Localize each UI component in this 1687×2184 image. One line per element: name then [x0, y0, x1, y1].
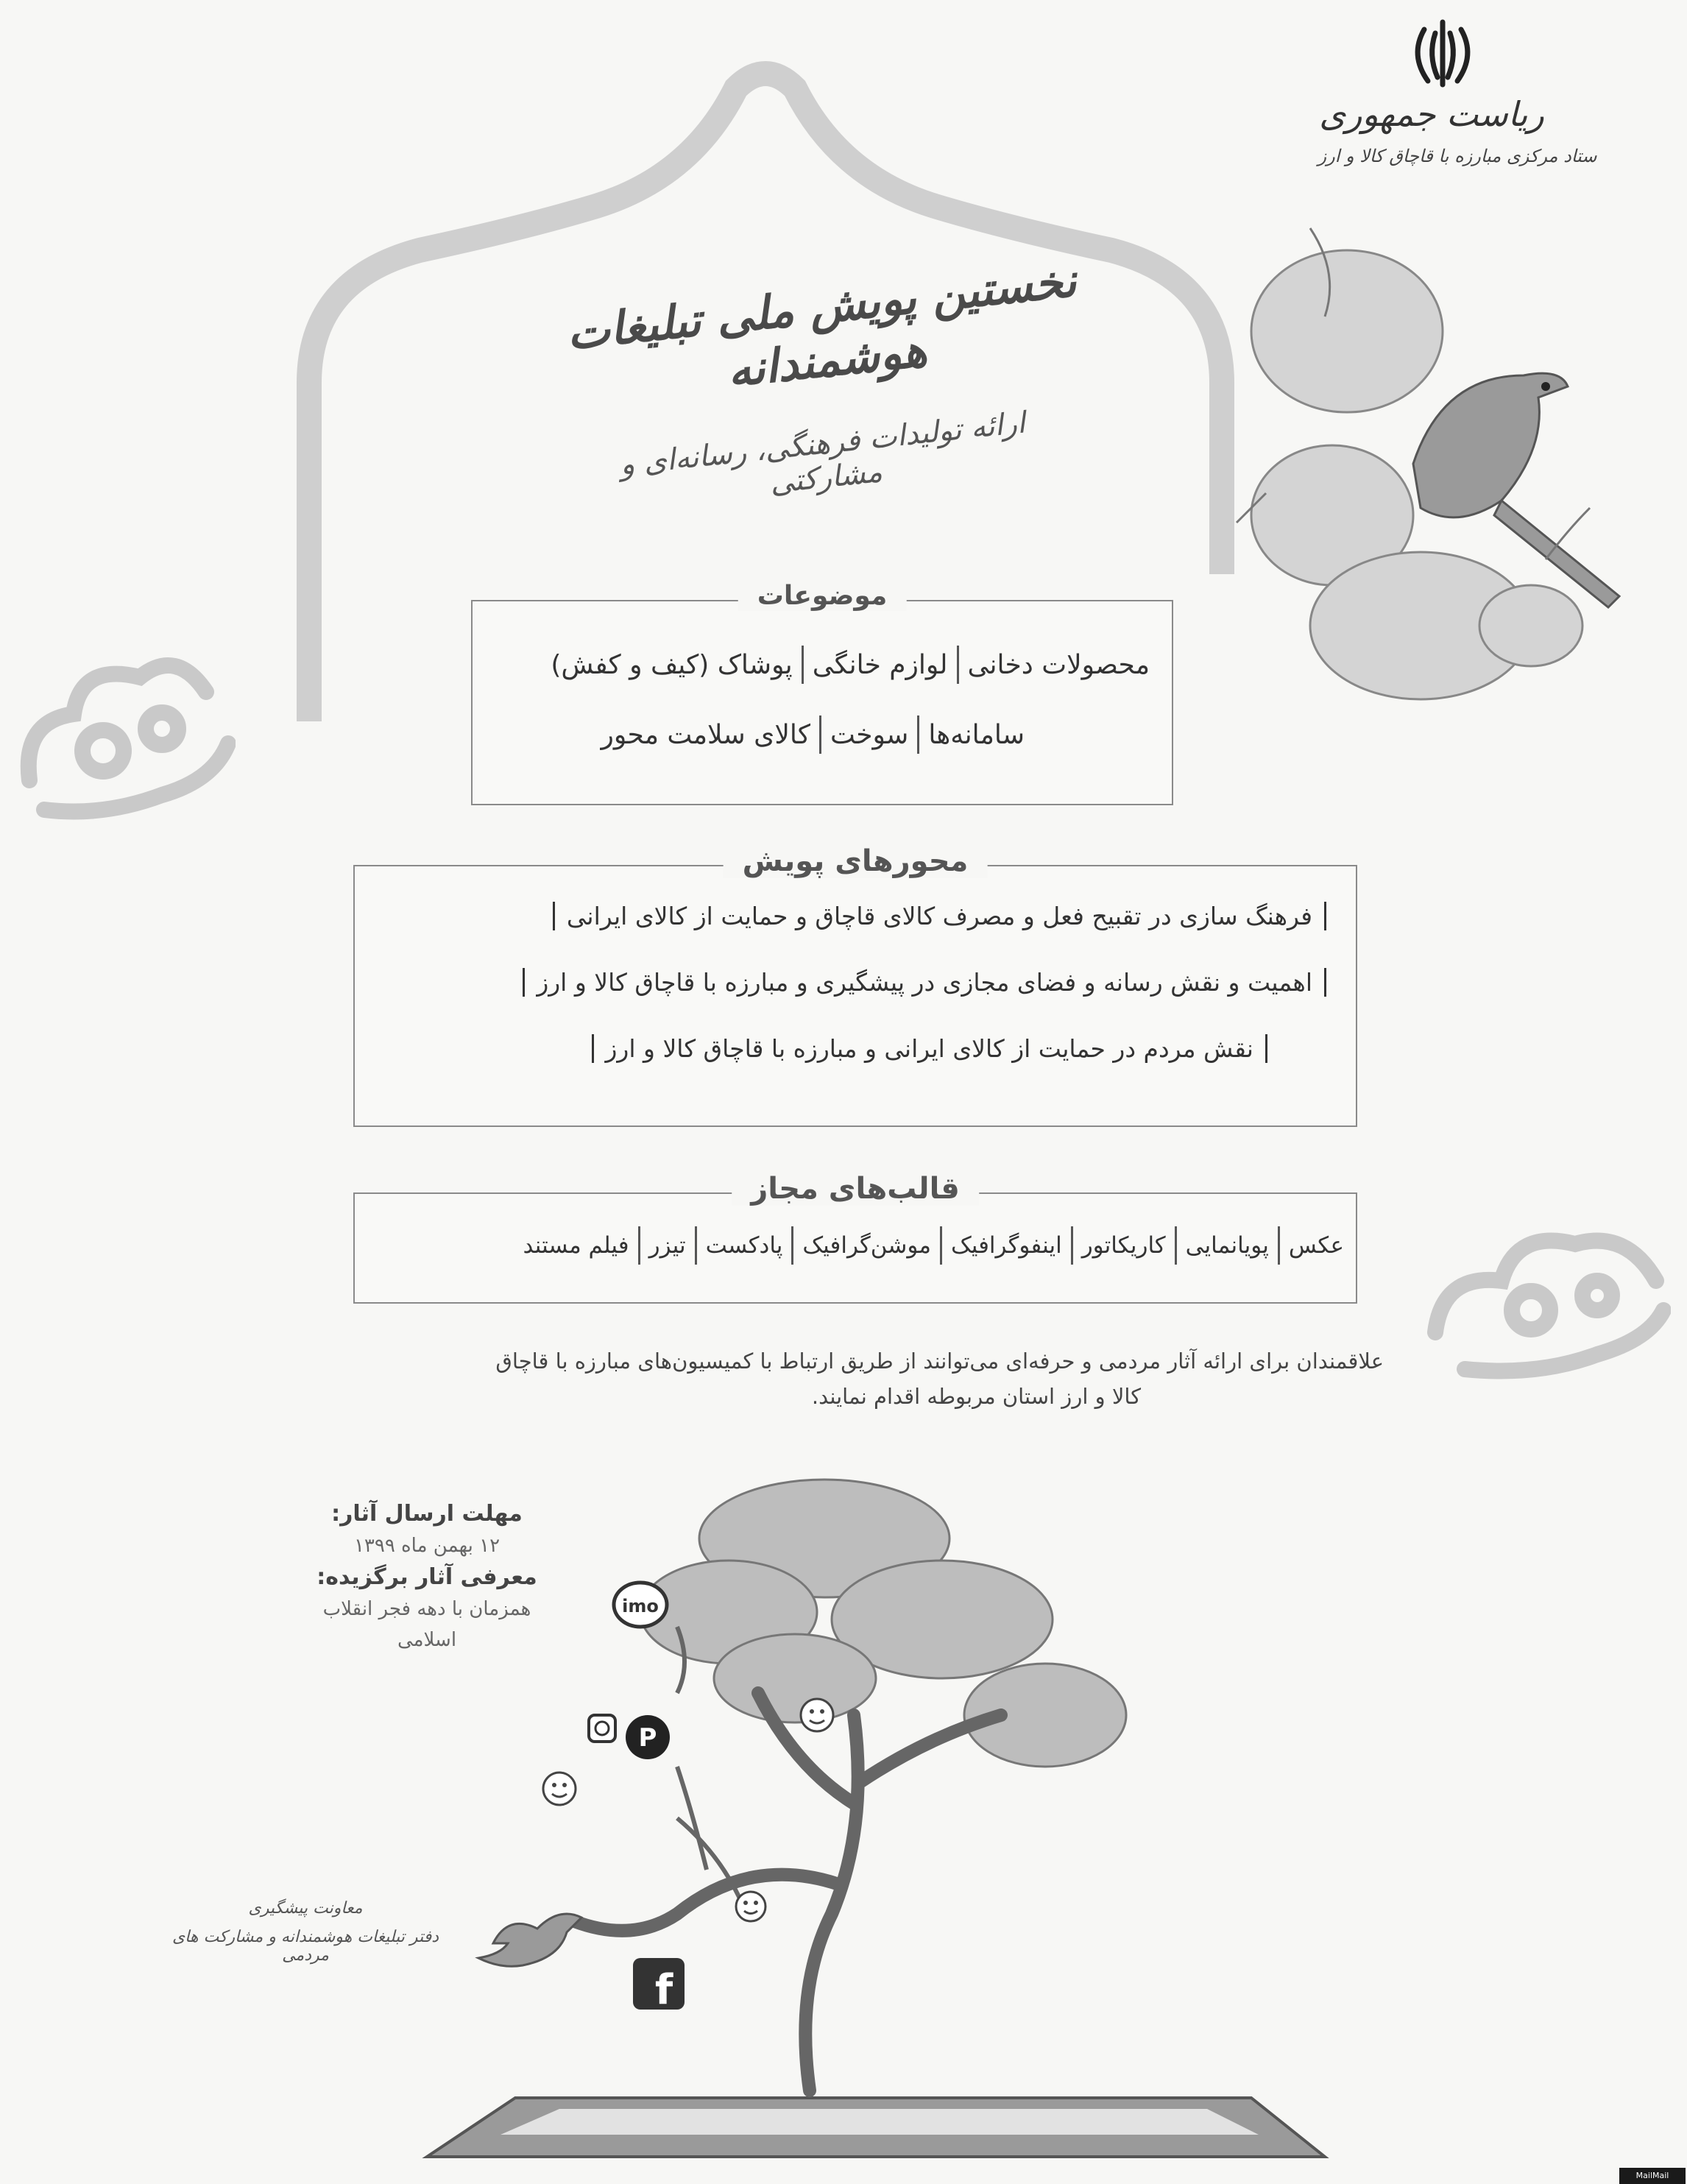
- bird-flower-illustration: [1222, 184, 1634, 714]
- separator: [957, 646, 959, 684]
- formats-heading: قالب‌های مجاز: [732, 1172, 979, 1206]
- topic-item: پوشاک (کیف و کفش): [551, 649, 793, 680]
- twitter-bird-icon: [478, 1914, 581, 1966]
- participation-notice: [339, 1343, 1384, 1414]
- org-subtitle: ستاد مرکزی مبارزه با قاچاق کالا و ارز: [1318, 146, 1597, 166]
- notice-line-2: کالا و ارز استان مربوطه اقدام نمایند.: [811, 1384, 1141, 1409]
- topics-heading: موضوعات: [738, 581, 907, 611]
- tree-illustration: [412, 1472, 1340, 2164]
- topic-item: محصولات دخانی: [967, 649, 1150, 680]
- format-item: اینفوگرافیک: [951, 1232, 1062, 1259]
- cloud-decoration-left: [15, 633, 236, 824]
- smiley-icon: [543, 1699, 833, 1921]
- winners-line-1: همزمان با دهه فجر انقلاب: [322, 1598, 531, 1620]
- topics-row-1: [543, 646, 1157, 684]
- separator: [917, 715, 919, 754]
- signature-line-1: معاونت پیشگیری: [248, 1899, 363, 1918]
- imo-icon: [614, 1583, 667, 1627]
- format-item: عکس: [1288, 1232, 1344, 1259]
- format-item: پادکست: [705, 1232, 783, 1259]
- separator: [1071, 1226, 1073, 1265]
- pinterest-icon: [626, 1715, 670, 1759]
- axis-item: نقش مردم در حمایت از کالای ایرانی و مبارزه با قاچاق کالا و ارز: [592, 1034, 1268, 1063]
- axis-item: اهمیت و نقش رسانه و فضای مجازی در پیشگیری و مبارزه با قاچاق کالا و ارز: [523, 968, 1326, 997]
- notice-line-1: علاقمندان برای ارائه آثار مردمی و حرفه‌ای می‌توانند از طریق ارتباط با کمیسیون‌های مبارزه با قاچاق: [495, 1349, 1384, 1374]
- format-item: پویانمایی: [1185, 1232, 1269, 1259]
- formats-box: [353, 1172, 1357, 1304]
- topic-item: لوازم خانگی: [812, 649, 948, 680]
- topics-box: [471, 581, 1173, 805]
- footer-brand-logo: MailMail: [1619, 2168, 1686, 2184]
- campaign-title: نخستین پویش ملی تبلیغات هوشمندانه: [564, 253, 1079, 397]
- format-item: فیلم مستند: [523, 1232, 629, 1259]
- axis-item: فرهنگ سازی در تقبیح فعل و مصرف کالای قاچاق و حمایت از کالای ایرانی: [553, 902, 1326, 930]
- deadline-date: ۱۲ بهمن ماه ۱۳۹۹: [353, 1535, 501, 1557]
- winners-line-2: اسلامی: [397, 1629, 457, 1651]
- signature-block: [147, 1899, 464, 1965]
- separator: [940, 1226, 942, 1265]
- svg-text:imo: imo: [622, 1596, 659, 1616]
- separator: [1175, 1226, 1177, 1265]
- winners-label: معرفی آثار برگزیده:: [316, 1564, 537, 1590]
- topics-row-2: [593, 715, 1032, 754]
- campaign-axes-box: [353, 844, 1357, 1127]
- format-item: کاریکاتور: [1081, 1232, 1166, 1259]
- facebook-icon: [633, 1958, 685, 2014]
- format-item: تیزر: [648, 1232, 686, 1259]
- cloud-decoration-right: [1421, 1207, 1671, 1384]
- svg-text:P: P: [638, 1723, 657, 1753]
- iran-emblem-icon: [1402, 15, 1483, 96]
- separator: [802, 646, 804, 684]
- separator: [695, 1226, 697, 1265]
- separator: [1278, 1226, 1280, 1265]
- axes-heading: محورهای پویش: [724, 844, 988, 878]
- org-title: ریاست جمهوری: [1319, 94, 1544, 134]
- separator: [819, 715, 821, 754]
- separator: [791, 1226, 793, 1265]
- instagram-icon: [589, 1715, 615, 1742]
- tree-foliage: [640, 1480, 1126, 1767]
- deadline-label: مهلت ارسال آثار:: [331, 1501, 523, 1527]
- campaign-subtitle: ارائه تولیدات فرهنگی، رسانه‌ای و مشارکتی: [618, 406, 1027, 501]
- svg-text:f: f: [654, 1966, 673, 2014]
- topic-item: سوخت: [830, 719, 909, 750]
- signature-line-2: دفتر تبلیغات هوشمندانه و مشارکت های مردمی: [171, 1928, 439, 1965]
- topic-item: کالای سلامت محور: [601, 719, 810, 750]
- topic-item: سامانه‌ها: [928, 719, 1025, 750]
- formats-row: [515, 1226, 1351, 1265]
- separator: [638, 1226, 640, 1265]
- format-item: موشن‌گرافیک: [802, 1232, 931, 1259]
